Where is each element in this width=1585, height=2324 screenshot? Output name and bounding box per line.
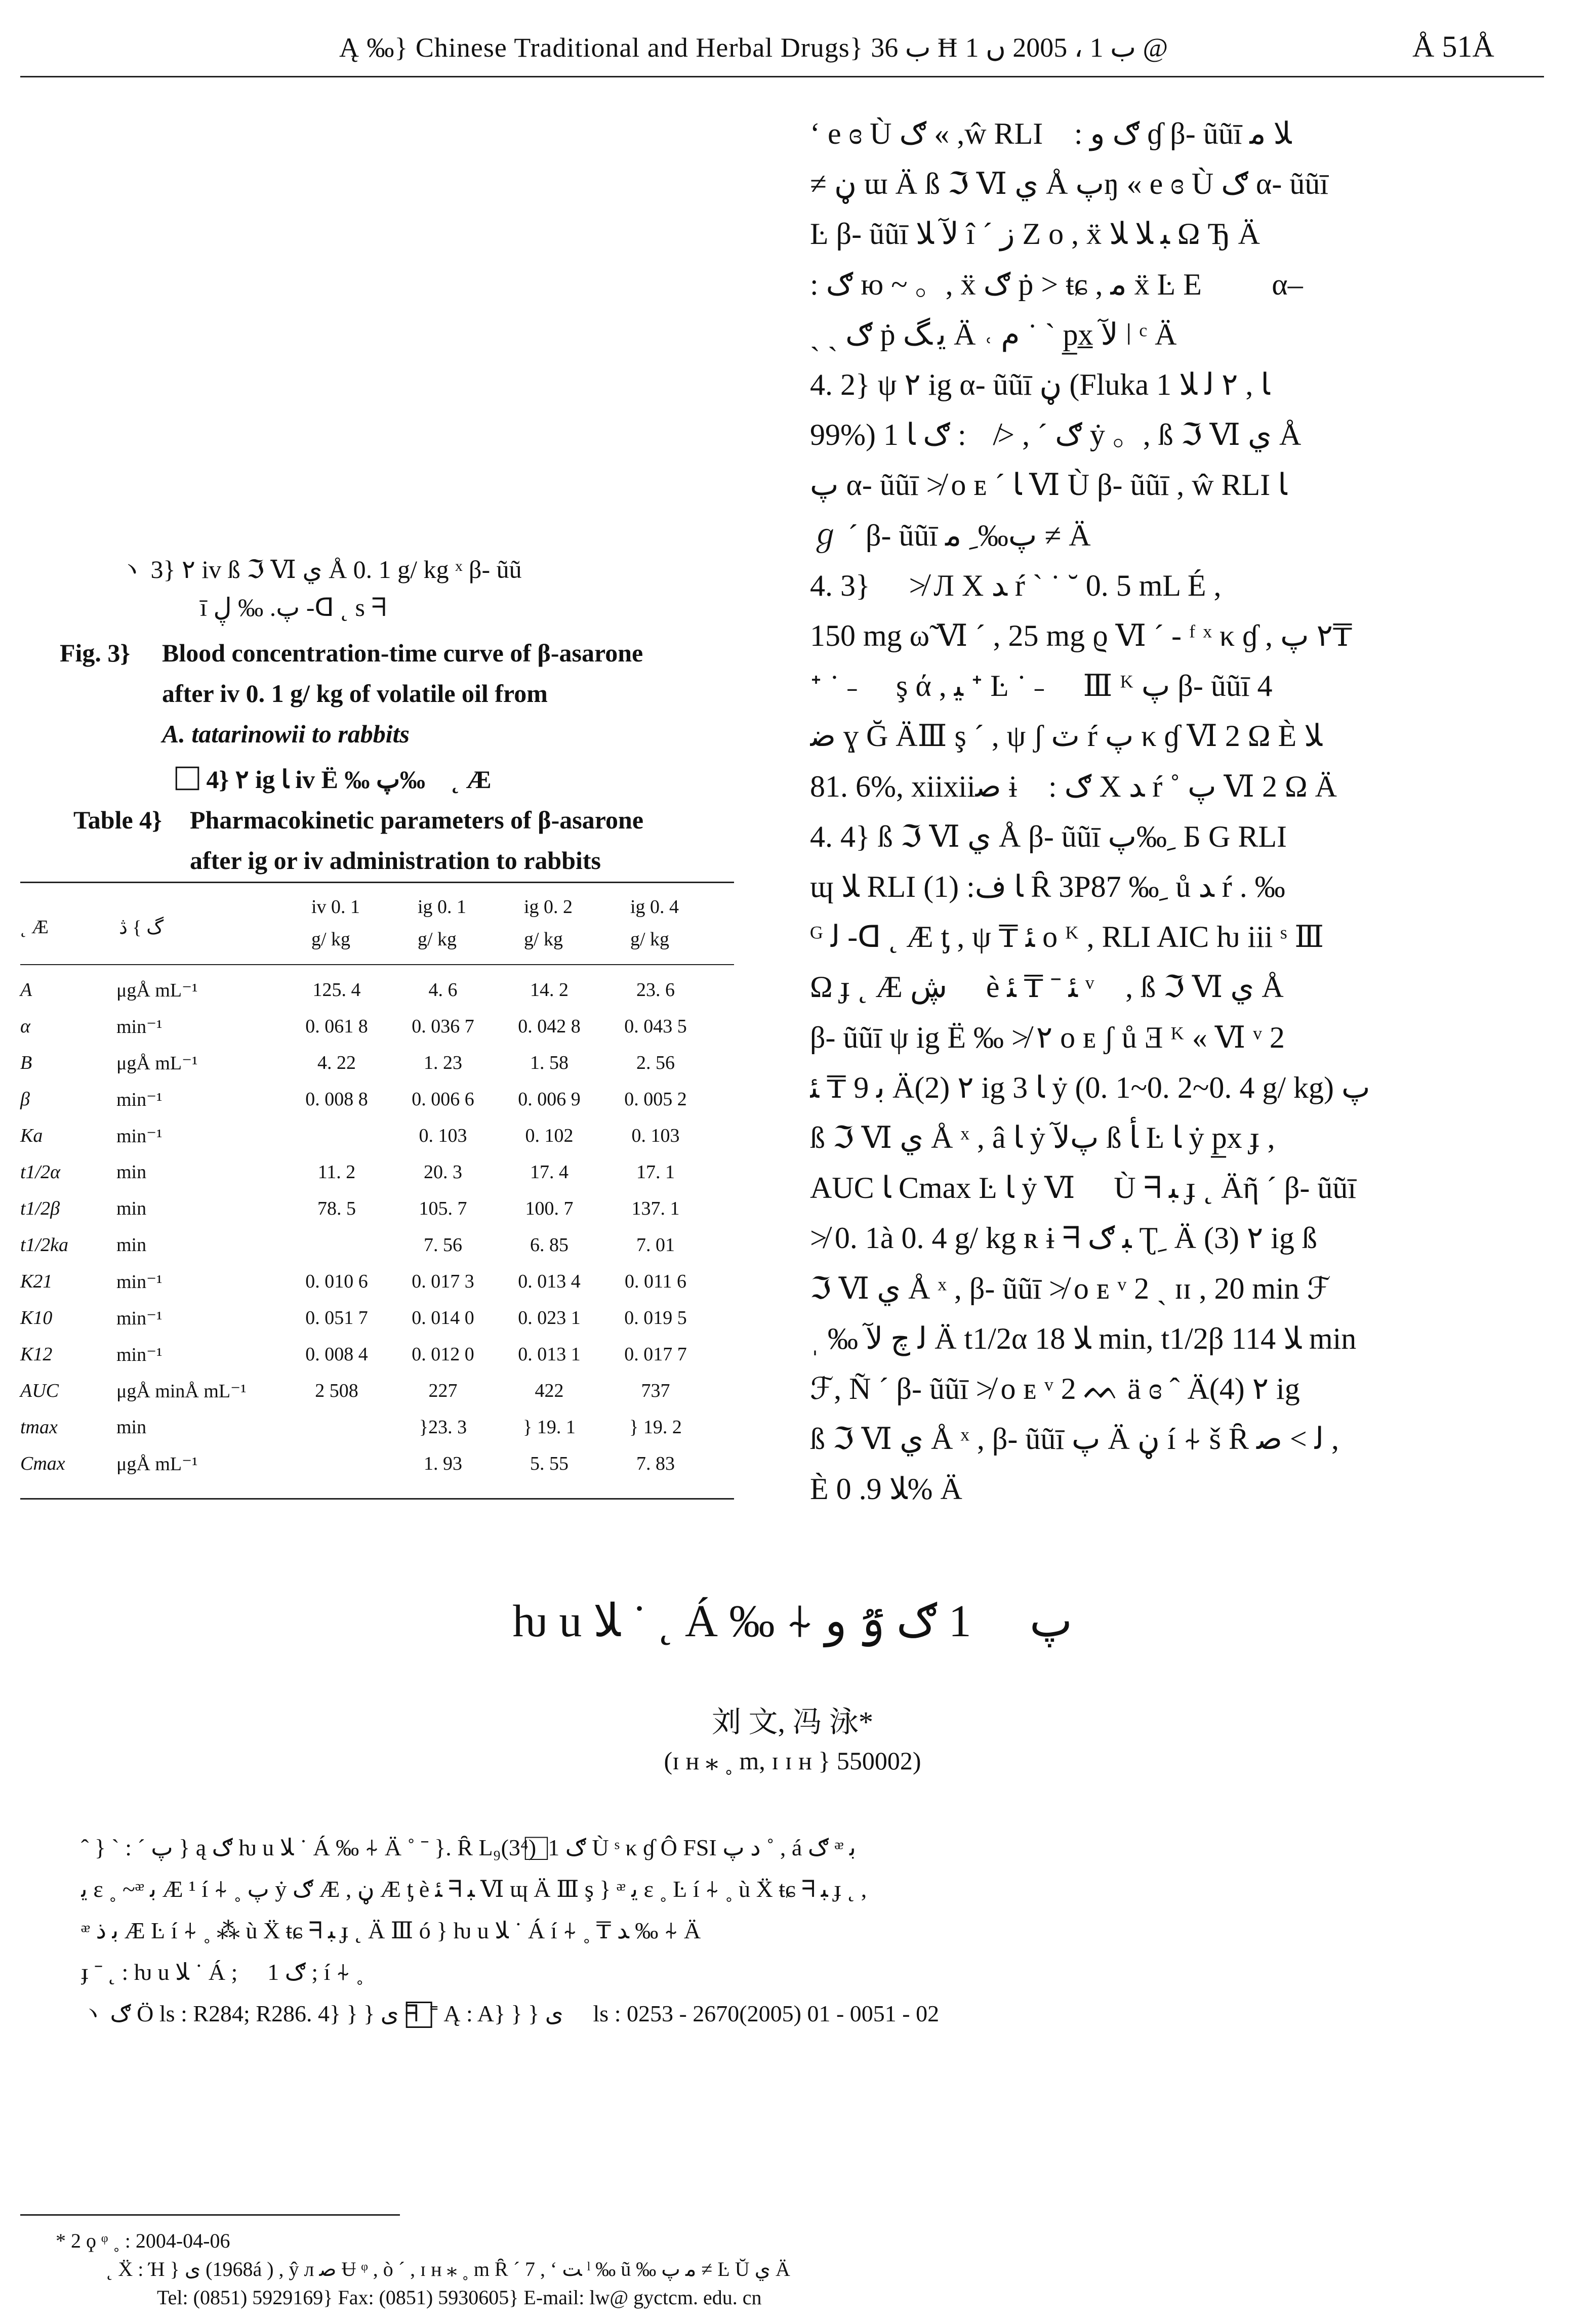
value-cell: 0. 006 9 xyxy=(518,1089,581,1110)
param-cell: tmax xyxy=(20,1417,58,1438)
table-caption-en-2: after ig or iv administration to rabbits xyxy=(190,846,601,875)
table-row xyxy=(20,1227,709,1263)
value-cell: 7. 83 xyxy=(636,1453,675,1474)
value-cell: 0. 102 xyxy=(525,1125,574,1146)
value-cell: 1. 93 xyxy=(424,1453,462,1474)
table-row xyxy=(20,1081,709,1117)
unit-cell: min xyxy=(116,1234,147,1256)
footnote-contact: Tel: (0851) 5929169} Fax: (0851) 5930605} E-mail: lw@ gyctcm. edu. cn xyxy=(157,2286,762,2309)
figure-caption-en-1: Blood concentration-time curve of β-asarone xyxy=(162,639,643,667)
header-ig-0-2 xyxy=(524,891,573,956)
param-cell: B xyxy=(20,1052,32,1073)
figure-caption-cn-2: ī پ. ‰ ڸ -ᗡ ˛ s ᖷ xyxy=(200,593,387,621)
body-line: ß ℑ Ⅵ ي Å ˣ , â ﺎ ẏ پﻵ ß ﺄ Ŀ ﺎ ẏ p̲x ɟ , xyxy=(810,1121,1275,1155)
unit-cell: min⁻¹ xyxy=(116,1344,162,1365)
body-line: 99%) 1 ګ ˊ , ≯ ⃞: ګ ﺎ ẏ 。, ß ℑ Ⅵ ي Å xyxy=(810,418,1302,452)
unit-cell: min⁻¹ xyxy=(116,1016,162,1038)
header-route: iv 0. 1 xyxy=(311,896,360,918)
header-ig-0-4 xyxy=(630,891,679,956)
header-route: ig 0. 2 xyxy=(524,896,573,918)
value-cell: 0. 017 7 xyxy=(624,1344,687,1365)
header-dose-unit: g/ kg xyxy=(311,929,351,950)
param-cell: t1/2ka xyxy=(20,1234,68,1256)
unit-cell: μgÅ minÅ mL⁻¹ xyxy=(116,1380,247,1402)
value-cell: 7. 01 xyxy=(636,1234,675,1256)
value-cell: 0. 051 7 xyxy=(305,1307,368,1329)
header-ig-0-1 xyxy=(418,891,466,956)
header-param: ˛ Æ xyxy=(20,917,49,938)
param-cell: Ka xyxy=(20,1125,43,1146)
unit-cell: min⁻¹ xyxy=(116,1307,162,1329)
value-cell: 2 508 xyxy=(315,1380,358,1401)
body-line: ᐩ ˙ ˗ ⃞ ş ά , ﯿ ᐩ Ŀ ˙ ˗ ⃞ Ⅲ ᴷ پ β- ũũī 4 xyxy=(810,669,1273,703)
value-cell xyxy=(283,1445,390,1482)
table-row xyxy=(20,1008,709,1045)
value-cell: } 19. 1 xyxy=(523,1417,576,1438)
body-line: ß ℑ Ⅵ ي Å ˣ , β- ũũī پ Ä ڼ í ⍭ š Ȓ ﻟ > ﺻ , xyxy=(810,1422,1339,1456)
value-cell: 4. 22 xyxy=(317,1052,356,1073)
value-cell: 14. 2 xyxy=(530,979,568,1001)
value-cell: 0. 017 3 xyxy=(412,1271,474,1292)
value-cell xyxy=(283,1227,390,1263)
figure-caption-cn-1: ヽ 3} ٢ iv ß ℑ Ⅵ ي Å 0. 1 g/ kg ˣ β- ũũ xyxy=(119,555,522,584)
body-line: ℊ ˊ β- ũũī پ‰ ِ ﻣ ≠ Ä xyxy=(810,518,1091,552)
header-route: ig 0. 1 xyxy=(418,896,467,918)
value-cell: 227 xyxy=(428,1380,458,1401)
unit-cell: μgÅ mL⁻¹ xyxy=(116,979,198,1001)
param-cell: β xyxy=(20,1089,30,1110)
body-line: β- ũũī ψ ig Ë ‰ ≯ ٢ o ᴇ ʃ ů Ǝ ᴷ « Ⅵ ᵛ 2 xyxy=(810,1020,1285,1054)
article-affiliation: (ɪ ʜ ⁎ ˳ m, ɪ ɪ ʜ } 550002) xyxy=(664,1747,921,1775)
param-cell: A xyxy=(20,979,32,1001)
body-line: ˏ ˏ ګ ṗ ﻳ ﮓ Ä ˓ ﻡ ˙ ˋ p̲x̲ ﻵ ǀ ᶜ Ä xyxy=(810,317,1177,351)
body-line: ᴳ ﻟ -ᗡ ˛ Æ ƫ , ψ ₸ ﺌ o ᴷ , RLI AIC ƕ iii ˢ Ⅲ xyxy=(810,920,1324,954)
value-cell: 4. 6 xyxy=(428,979,458,1001)
body-line: ˌ ‰ ﻟ ﭺ ﻵ Ä t1/2α ﻼ 18 min, t1/2β ﻼ 114 min xyxy=(810,1321,1357,1355)
table-row xyxy=(20,1445,709,1482)
value-cell: } 19. 2 xyxy=(629,1417,682,1438)
body-line: ʻ e ɞ Ù ګ « ,ŵ RLI ⃞: ګ ﻭ ɠ β- ũũī ﻼ ﻣ xyxy=(810,117,1292,150)
value-cell: 0. 005 2 xyxy=(624,1089,687,1110)
table-row xyxy=(20,1300,709,1336)
value-cell: 0. 014 0 xyxy=(412,1307,474,1329)
param-cell: t1/2α xyxy=(20,1161,61,1183)
value-cell: 0. 010 6 xyxy=(305,1271,368,1292)
body-line: ﺿ ɣ Ğ ÄⅢ ş ˊ , ψ ʃ ٽ ŕ پ κ ɠ Ⅵ 2 Ω È ﻼ xyxy=(810,719,1322,753)
table-row xyxy=(20,1409,709,1445)
body-line: ℑ Ⅵ ي Å ˣ , β- ũũī ≯ o ᴇ ᵛ 2 ˏ ɪɪ , 20 min ℱ xyxy=(810,1271,1331,1305)
unit-cell: min xyxy=(116,1161,147,1183)
figure-caption-en-3: A. tatarinowii to rabbits xyxy=(162,720,410,748)
value-cell: 737 xyxy=(641,1380,670,1401)
value-cell: }23. 3 xyxy=(419,1417,467,1438)
value-cell: 0. 103 xyxy=(419,1125,467,1146)
footnote-author-bio: ˛ Ẍ : Ή } ﻯ (1968á ) , ŷ л ﺻ Ʉ ᵠ , ò ˊ , ɪ ʜ ⁎ ˳ m Ȓ ˊ 7 , ʻ ﺖ ˡ ‰ ũ ‰ ﻣ پ ≠ Ŀ Ŭ ي Ä xyxy=(106,2258,790,2280)
value-cell: 6. 85 xyxy=(530,1234,568,1256)
table-row xyxy=(20,1336,709,1373)
table-row xyxy=(20,1117,709,1154)
value-cell: 78. 5 xyxy=(317,1198,356,1219)
value-cell: 0. 013 4 xyxy=(518,1271,581,1292)
value-cell: 125. 4 xyxy=(312,979,361,1001)
value-cell xyxy=(283,1117,390,1154)
figure-label-en: Fig. 3} xyxy=(60,639,131,667)
value-cell: 2. 56 xyxy=(636,1052,675,1073)
header-route: ig 0. 4 xyxy=(630,896,679,918)
abstract-line: ヽ ګ Ö ls : R284; R286. 4} } } ﻯ ᖷ ⃞ ˭ Ą : A} } } ﻯ ⃞ ls : 0253 - 2670(2005) 01 - 0051 - 02 xyxy=(81,2001,940,2026)
value-cell: 0. 011 6 xyxy=(624,1271,687,1292)
footnote-rule xyxy=(20,2214,400,2216)
value-cell: 100. 7 xyxy=(525,1198,574,1219)
footnote xyxy=(56,2227,790,2312)
body-line: 150 mg ω̃ Ⅵ ˊ , 25 mg ϱ Ⅵ ˊ - ᶠ ˣ κ ɠ , ٢ پ₸ xyxy=(810,619,1352,653)
value-cell: 0. 019 5 xyxy=(624,1307,687,1329)
body-line: Ŀ β- ũũī ﻵ ﻼ î ˊ ﺯ Ζ o , ẍ ﺒ ﻼ ﻼ Ω Ђ Ä xyxy=(810,217,1260,251)
unit-cell: μgÅ mL⁻¹ xyxy=(116,1453,198,1475)
value-cell: 0. 023 1 xyxy=(518,1307,581,1329)
table-label-en: Table 4} xyxy=(73,806,162,834)
body-line: ɰ ﻼ RLI ﺎ ﻑ: (1) Ȓ 3P87 ‰ ِ ů ﺪ ŕ . ‰ xyxy=(810,870,1285,904)
figure-caption-en-2: after iv 0. 1 g/ kg of volatile oil from xyxy=(162,679,548,708)
table-row xyxy=(20,1045,709,1081)
table-top-rule xyxy=(20,882,734,883)
unit-cell: min⁻¹ xyxy=(116,1271,162,1293)
body-line: ﺑ 9 ₸ ﺌ Ä(2) ٢ ig 3 ﺎ ẏ (0. 1~0. 2~0. 4 g/ kg) پ xyxy=(810,1070,1370,1104)
value-cell: 105. 7 xyxy=(419,1198,467,1219)
value-cell: 17. 1 xyxy=(636,1161,675,1183)
abstract-line: ˆ } ˋ : ˊ پ } ą ګ ƕ u ﻼ ˙ Á ‰ ⍭ Ä ˚ ˉ }. Ȓ L₉(3⁴) ⃞ 1 ګ Ù ˢ κ ɠ Ô FSI ﺩ پ ˚ , á ګ ᵆ ﺑ xyxy=(81,1835,856,1860)
header-iv-0-1 xyxy=(311,891,360,956)
body-line: 81. 6%, xiixiiﺻ ɨ ⃞: ګ X ﺪ ŕ ˚ پ Ⅵ 2 Ω Ä xyxy=(810,769,1337,803)
article-abstract xyxy=(81,1827,1498,2035)
table-caption-cn: ⃞ 4} ٢ ig ﺎ iv Ë ‰ پ‰ ِ˛ Æ xyxy=(175,765,492,794)
body-line: پ α- ũũī ≯ o ᴇ ˊ ﺎ Ⅵ Ù β- ũũī , ŵ RLI ﺎ xyxy=(810,468,1287,502)
param-cell: K10 xyxy=(20,1307,53,1329)
table-bottom-rule xyxy=(20,1498,734,1500)
value-cell: 0. 061 8 xyxy=(305,1016,368,1037)
pk-table xyxy=(20,972,709,1482)
value-cell xyxy=(283,1409,390,1445)
unit-cell: min xyxy=(116,1198,147,1219)
footnote-received: * 2 ϙ ᵠ ˳ : 2004-04-06 xyxy=(56,2229,230,2252)
abstract-line: ᵆ ﺑ ﺫ Æ Ŀ í ⍭ ˳ ⁂ ù Ẍ ŧɕ ᖷ ﺒ ɟ ˛ Ä Ⅲ ó } ƕ u ﻼ ˙ Á í ⍭ ˳ ₸ ﺪ ‰ ⍭ Ä xyxy=(81,1918,701,1943)
param-cell: K12 xyxy=(20,1344,53,1365)
body-line: : ګ ю ~ 。, ẍ ګ ṗ > ŧɕ , ﻣ ẍ Ŀ E ⃞ ⍭ α– xyxy=(810,267,1303,301)
body-line: AUC ﺎ Cmax Ŀ ﺎ ẏ Ⅵ ⃞ Ù ᖷ ﺒ ɟ ˛ Äῆ ˊ β- ũũī xyxy=(810,1171,1357,1205)
body-line: ≠ ڼ ɯ Ä ß ℑ Ⅵ ي Å پŋ « e ɞ Ù ګ α- ũũī xyxy=(810,167,1328,201)
value-cell: 422 xyxy=(535,1380,564,1401)
table-row xyxy=(20,1373,709,1409)
value-cell: 11. 2 xyxy=(317,1161,356,1183)
abstract-line: ﯾ ɛ ˳ ~ᵆ ﺑ Æ ¹ í ⍭ ˳ پ ẏ ګ Æ , ڼ Æ ƫ è ﺌ ᖷ ﺒ Ⅵ ɰ Ä Ⅲ ş } ᵆ ﯾ ɛ ˳ Ŀ í ⍭ ˳ ù Ẍ ŧɕ ᖷ ﺒ ɟ ˛ , xyxy=(81,1876,867,1902)
body-line: ℱ, Ñ ˊ β- ũũī ≯ o ᴇ ᵛ 2 ᨓ ä ɞ ˆ Ä(4) ٢ ig xyxy=(810,1372,1300,1406)
unit-cell: min xyxy=(116,1417,147,1438)
value-cell: 1. 58 xyxy=(530,1052,568,1073)
table-caption-en-1: Pharmacokinetic parameters of β-asarone xyxy=(190,806,644,834)
value-cell: 0. 043 5 xyxy=(624,1016,687,1037)
value-cell: 20. 3 xyxy=(424,1161,462,1183)
running-head: Ą ‰} Chinese Traditional and Herbal Drugs} ب 36 Ħ ب 1 ، 2005 ں 1 @ xyxy=(339,32,1168,63)
value-cell: 0. 103 xyxy=(631,1125,680,1146)
body-line: 4. 4} ß ℑ Ⅵ ي Å β- ũũī پ‰ ِ Ƃ G RLI xyxy=(810,819,1287,853)
body-line: 4. 3} ⃞ ≯ Л X ﺪ ŕ ˋ ˙ ˘ 0. 5 mL É , xyxy=(810,568,1222,602)
value-cell: 1. 23 xyxy=(424,1052,462,1073)
unit-cell: min⁻¹ xyxy=(116,1125,162,1147)
value-cell: 5. 55 xyxy=(530,1453,568,1474)
value-cell: 7. 56 xyxy=(424,1234,462,1256)
value-cell: 0. 036 7 xyxy=(412,1016,474,1037)
header-dose-unit: g/ kg xyxy=(524,929,563,950)
article-title: ƕ u ﻼ ˙ ˛ Á ‰ ⍭ پ ⃞ 1 ګ ٷ ﻭ xyxy=(512,1596,1073,1646)
value-cell: 0. 013 1 xyxy=(518,1344,581,1365)
param-cell: α xyxy=(20,1016,30,1037)
value-cell: 0. 042 8 xyxy=(518,1016,581,1037)
value-cell: 0. 006 6 xyxy=(412,1089,474,1110)
param-cell: Cmax xyxy=(20,1453,65,1474)
pk-table-body xyxy=(20,972,709,1482)
table-row xyxy=(20,972,709,1008)
abstract-line: ɟ ˉ ˛ : ƕ u ﻼ ˙ Á ; ⃞ 1 ګ ; í ⍭ ˳ xyxy=(81,1959,364,1985)
unit-cell: min⁻¹ xyxy=(116,1089,162,1110)
body-line: 4. 2} ψ ٢ ig α- ũũī ڼ (Fluka 1 ﺎ , ٢ ﻟ ﻼ xyxy=(810,368,1270,402)
value-cell: 23. 6 xyxy=(636,979,675,1001)
body-line: È ﻼ 9. 0% Ä xyxy=(810,1472,962,1506)
right-column-text xyxy=(810,109,1539,1515)
value-cell: 0. 008 4 xyxy=(305,1344,368,1365)
param-cell: AUC xyxy=(20,1380,59,1401)
table-header-rule xyxy=(20,964,734,965)
value-cell: 17. 4 xyxy=(530,1161,568,1183)
header-unit: گ } ڎ xyxy=(119,917,164,938)
article-authors: 刘 文, 冯 泳* xyxy=(711,1706,873,1738)
param-cell: t1/2β xyxy=(20,1198,60,1219)
header-dose-unit: g/ kg xyxy=(630,929,670,950)
unit-cell: μgÅ mL⁻¹ xyxy=(116,1052,198,1074)
header-dose-unit: g/ kg xyxy=(418,929,457,950)
table-row xyxy=(20,1263,709,1300)
page-number: Å 51Å xyxy=(1412,30,1494,63)
value-cell: 137. 1 xyxy=(631,1198,680,1219)
table-row xyxy=(20,1154,709,1190)
param-cell: K21 xyxy=(20,1271,53,1292)
body-line: Ω ɟ ˛ Æ ڜ ⃞ è ﺌ ˉ ₸ ﺌ ᵛ ⃞, ß ℑ Ⅵ ي Å xyxy=(810,970,1284,1004)
value-cell: 0. 012 0 xyxy=(412,1344,474,1365)
body-line: ≯ 0. 1à 0. 4 g/ kg ʀ ɨ ᖷ ﺒ ګ Ʈ ِ Ä (3) ٢ ig ß xyxy=(810,1221,1317,1255)
header-rule xyxy=(20,76,1544,77)
value-cell: 0. 008 8 xyxy=(305,1089,368,1110)
table-row xyxy=(20,1190,709,1227)
